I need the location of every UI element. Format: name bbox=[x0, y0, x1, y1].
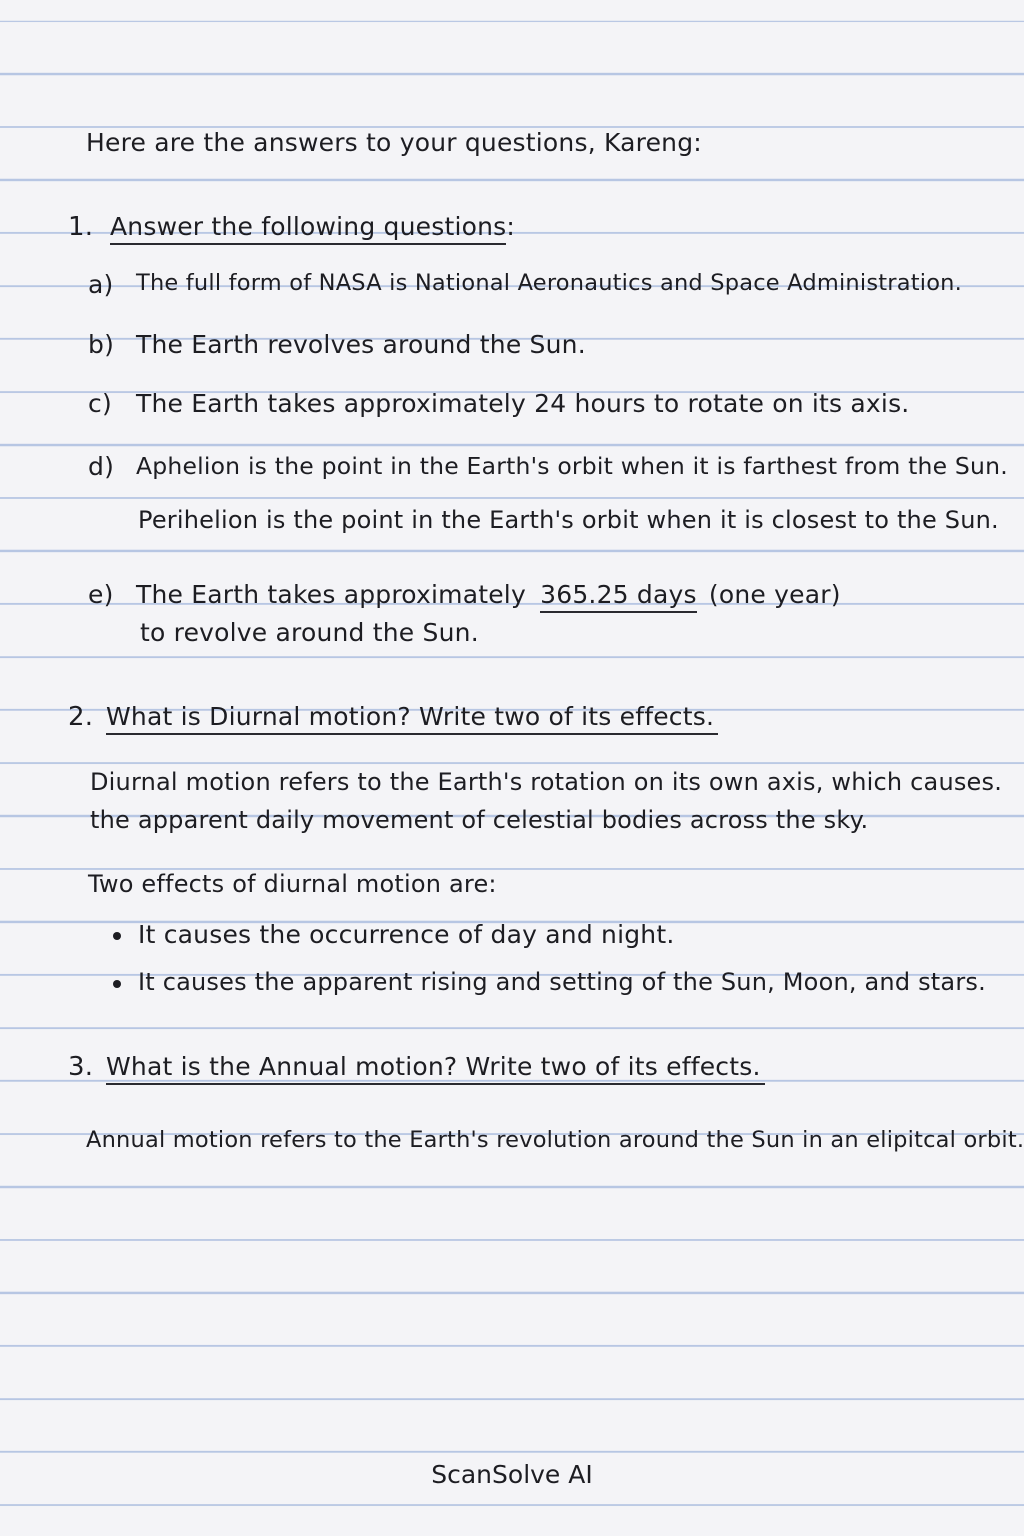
q2-heading bbox=[106, 702, 718, 731]
bullet-dot-2 bbox=[113, 980, 121, 988]
q2-effects-intro: Two effects of diurnal motion are: bbox=[88, 870, 497, 898]
q2-effect-2: It causes the apparent rising and setting of the Sun, Moon, and stars. bbox=[138, 968, 986, 996]
q1-item-d-letter: d) bbox=[88, 452, 115, 481]
q2-heading-text: What is Diurnal motion? Write two of its effects. bbox=[106, 702, 718, 735]
q1-item-c-letter: c) bbox=[88, 389, 112, 418]
q1-item-c-text: The Earth takes approximately 24 hours to rotate on its axis. bbox=[136, 389, 910, 418]
q1-item-b-letter: b) bbox=[88, 330, 115, 359]
q1-item-b-text: The Earth revolves around the Sun. bbox=[136, 330, 586, 359]
q1-item-a-letter: a) bbox=[88, 270, 114, 299]
intro-line: Here are the answers to your questions, Kareng: bbox=[86, 128, 702, 157]
footer-brand: ScanSolve AI bbox=[431, 1460, 593, 1489]
bullet-dot-1 bbox=[113, 932, 121, 940]
q3-heading-text: What is the Annual motion? Write two of its effects. bbox=[106, 1052, 765, 1085]
q1-item-e-line1 bbox=[136, 580, 841, 609]
q1-heading-colon: : bbox=[506, 212, 515, 241]
q1-item-d-text2: Perihelion is the point in the Earth's orbit when it is closest to the Sun. bbox=[138, 506, 999, 534]
q2-number: 2. bbox=[68, 702, 94, 732]
q3-number: 3. bbox=[68, 1052, 94, 1082]
q1-item-e-text-before: The Earth takes approximately bbox=[136, 580, 526, 609]
q2-answer-line2: the apparent daily movement of celestial bodies across the sky. bbox=[90, 806, 869, 834]
q3-answer-line1: Annual motion refers to the Earth's revolution around the Sun in an elipitcal orbit. bbox=[86, 1127, 1024, 1153]
q1-item-e-text2: to revolve around the Sun. bbox=[140, 618, 479, 647]
q2-answer-line1: Diurnal motion refers to the Earth's rotation on its own axis, which causes. bbox=[90, 768, 1003, 796]
q1-heading bbox=[110, 212, 515, 241]
q1-number: 1. bbox=[68, 212, 94, 242]
q3-heading bbox=[106, 1052, 765, 1081]
q1-item-a-text: The full form of NASA is National Aeronautics and Space Administration. bbox=[136, 270, 962, 296]
q1-item-e-highlight: 365.25 days bbox=[540, 580, 697, 613]
q1-item-e-text-after: (one year) bbox=[708, 580, 841, 609]
q1-item-d-text: Aphelion is the point in the Earth's orbit when it is farthest from the Sun. bbox=[136, 452, 1008, 480]
q2-effect-1: It causes the occurrence of day and night. bbox=[138, 920, 675, 949]
q1-heading-text: Answer the following questions bbox=[110, 212, 506, 245]
q1-item-e-letter: e) bbox=[88, 580, 114, 609]
